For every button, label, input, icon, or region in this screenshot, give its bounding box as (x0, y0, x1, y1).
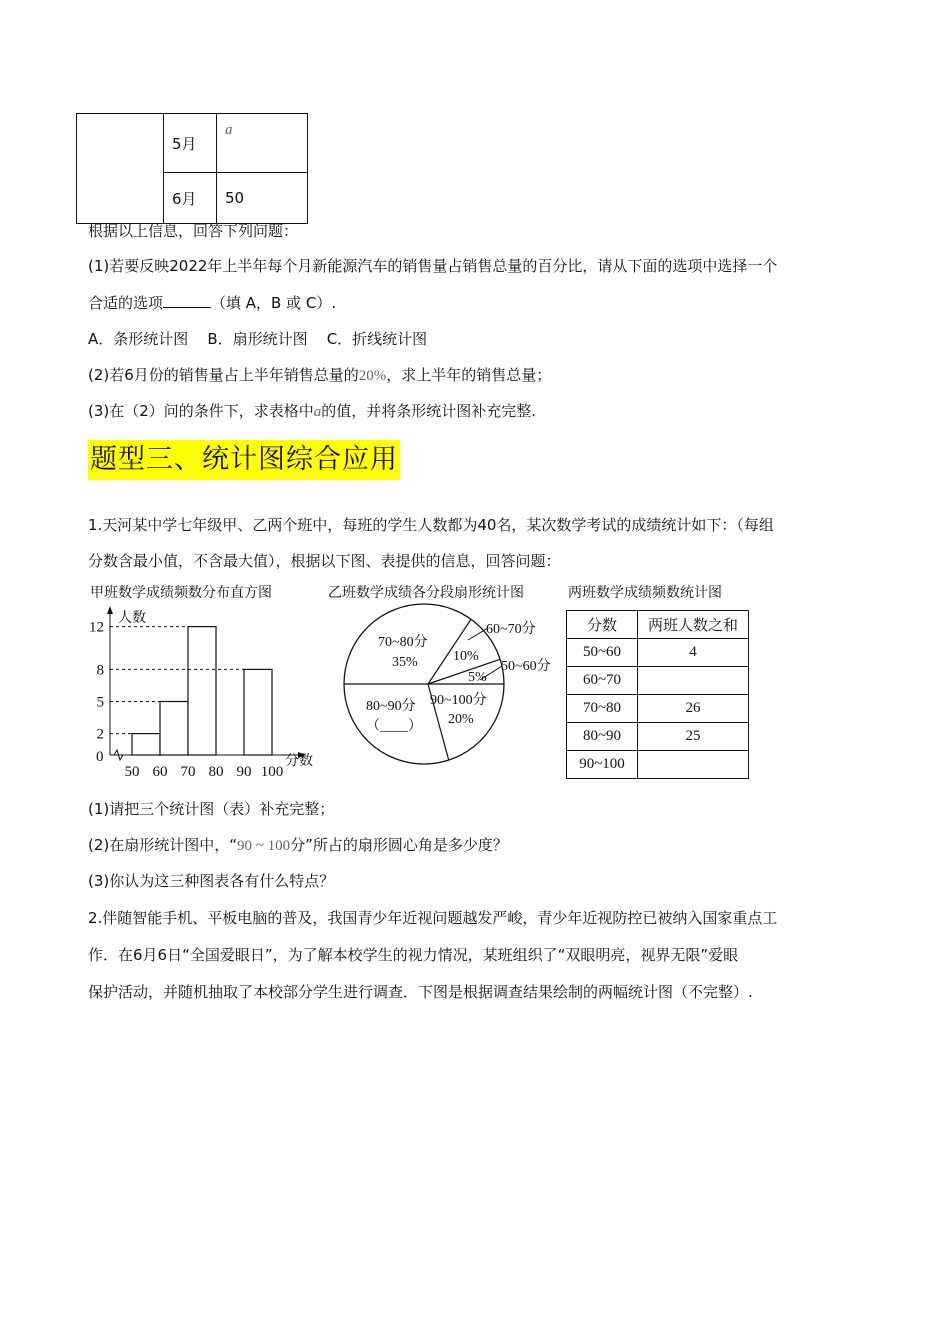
histogram-chart (80, 600, 330, 780)
problem-1-q2 (88, 835, 508, 856)
histogram-title: 甲班数学成绩频数分布直方图 (90, 585, 272, 601)
table-month-cell: 5月 (164, 114, 217, 173)
y-tick-label: 12 (89, 619, 104, 636)
pie-slice-label: 60~70分 (486, 622, 536, 637)
problem-2-line-1: 2.伴随智能手机、平板电脑的普及，我国青少年近视问题越发严峻，青少年近视防控已被纳入国家重点工 (88, 909, 778, 927)
x-tick-label: 100 (260, 764, 284, 780)
x-axis-label: 分数 (285, 753, 313, 769)
table-cell (638, 667, 749, 695)
table-month-cell: 6月 (164, 173, 217, 224)
table-empty-cell (77, 114, 164, 224)
x-tick-label: 80 (208, 764, 224, 780)
pie-chart (330, 600, 570, 780)
x-tick-label: 50 (124, 764, 140, 780)
table-cell: 4 (638, 639, 749, 667)
table-header-row (567, 611, 749, 639)
y-axis-arrow (107, 606, 113, 614)
pie-slice-value: 10% (453, 649, 479, 664)
q2-text-a: (2)若6月份的销售量占上半年销售总量的 (88, 366, 359, 384)
table-cell: 25 (638, 723, 749, 751)
q2-percent: 20% (358, 368, 387, 384)
p1q2-text-a: (2)在扇形统计图中，“ (88, 836, 238, 854)
question-3 (88, 401, 536, 422)
table-cell: 90~100 (567, 751, 638, 779)
problem-2-line-3: 保护活动，并随机抽取了本校部分学生进行调查．下图是根据调查结果绘制的两幅统计图（不完整）. (88, 983, 753, 1001)
table-value-cell: 50 (217, 173, 308, 224)
options-line: A．条形统计图 B．扇形统计图 C．折线统计图 (88, 330, 428, 348)
question-2 (88, 365, 551, 386)
origin-label: 0 (96, 749, 104, 765)
intro-text: 根据以上信息，回答下列问题： (88, 222, 299, 240)
y-tick-label: 2 (96, 726, 104, 743)
x-tick-label: 60 (152, 764, 168, 780)
section-heading: 题型三、统计图综合应用 (88, 440, 400, 480)
histogram-bar (188, 627, 216, 755)
y-tick-label: 8 (96, 662, 104, 679)
p1q2-text-b: 分”所占的扇形圆心角是多少度？ (290, 836, 508, 854)
q3-variable: a (313, 404, 322, 420)
table-cell: 50~60 (567, 639, 638, 667)
histogram-bar (244, 669, 272, 755)
pie-slice-value: 5% (468, 670, 487, 685)
table-row (567, 723, 749, 751)
table-cell: 60~70 (567, 667, 638, 695)
y-axis-label: 人数 (118, 610, 146, 626)
table-header-cell: 分数 (567, 611, 638, 639)
table-cell (638, 751, 749, 779)
pie-slice-label: 70~80分 (378, 635, 428, 650)
x-tick-label: 90 (236, 764, 252, 780)
answer-blank (163, 293, 211, 308)
q3-text-b: 的值，并将条形统计图补充完整. (321, 402, 537, 420)
q1-text-a: 合适的选项 (88, 294, 164, 312)
table-row (567, 695, 749, 723)
pie-slice-label: 80~90分 (366, 699, 416, 714)
pie-slice-value: （____） (366, 719, 422, 734)
q3-text-a: (3)在（2）问的条件下，求表格中 (88, 402, 314, 420)
histogram-bar (160, 702, 188, 756)
q1-text-b: （填 A，B 或 C）. (211, 294, 337, 312)
problem-2-line-2: 作．在6月6日“全国爱眼日”，为了解本校学生的视力情况，某班组织了“双眼明亮，视界无限”爱眼 (88, 946, 739, 964)
pie-slice-value: 35% (392, 655, 418, 670)
pie-slice-label: 50~60分 (501, 659, 551, 674)
table-cell: 70~80 (567, 695, 638, 723)
sales-table (76, 113, 308, 224)
pie-slice-label: 90~100分 (430, 693, 487, 708)
x-tick-label: 70 (180, 764, 196, 780)
p1q2-range: 90 ~ 100 (237, 838, 291, 854)
problem-1-q1: (1)请把三个统计图（表）补充完整； (88, 800, 335, 818)
pie-slice-value: 20% (448, 712, 474, 727)
table-value-cell: a (217, 114, 308, 173)
problem-1-line-2: 分数含最小值，不含最大值），根据以下图、表提供的信息，回答问题： (88, 552, 561, 570)
problem-1-line-1: 1.天河某中学七年级甲、乙两个班中，每班的学生人数都为40名，某次数学考试的成绩统计如下：（每组 (88, 516, 774, 534)
pie-title: 乙班数学成绩各分段扇形统计图 (328, 585, 524, 601)
y-tick-label: 5 (96, 694, 104, 711)
table-cell: 26 (638, 695, 749, 723)
table-header-cell: 两班人数之和 (638, 611, 749, 639)
table-cell: 80~90 (567, 723, 638, 751)
table-title: 两班数学成绩频数统计图 (568, 585, 722, 601)
question-1-line-2 (88, 293, 336, 313)
table-row (567, 667, 749, 695)
question-1-line-1: (1)若要反映2022年上半年每个月新能源汽车的销售量占销售总量的百分比，请从下面的选项中选择一个 (88, 257, 778, 275)
q2-text-b: ，求上半年的销售总量； (386, 366, 552, 384)
table-row (567, 639, 749, 667)
table-row (567, 751, 749, 779)
histogram-bar (132, 734, 160, 755)
frequency-table (566, 610, 749, 779)
problem-1-q3: (3)你认为这三种图表各有什么特点？ (88, 872, 335, 890)
